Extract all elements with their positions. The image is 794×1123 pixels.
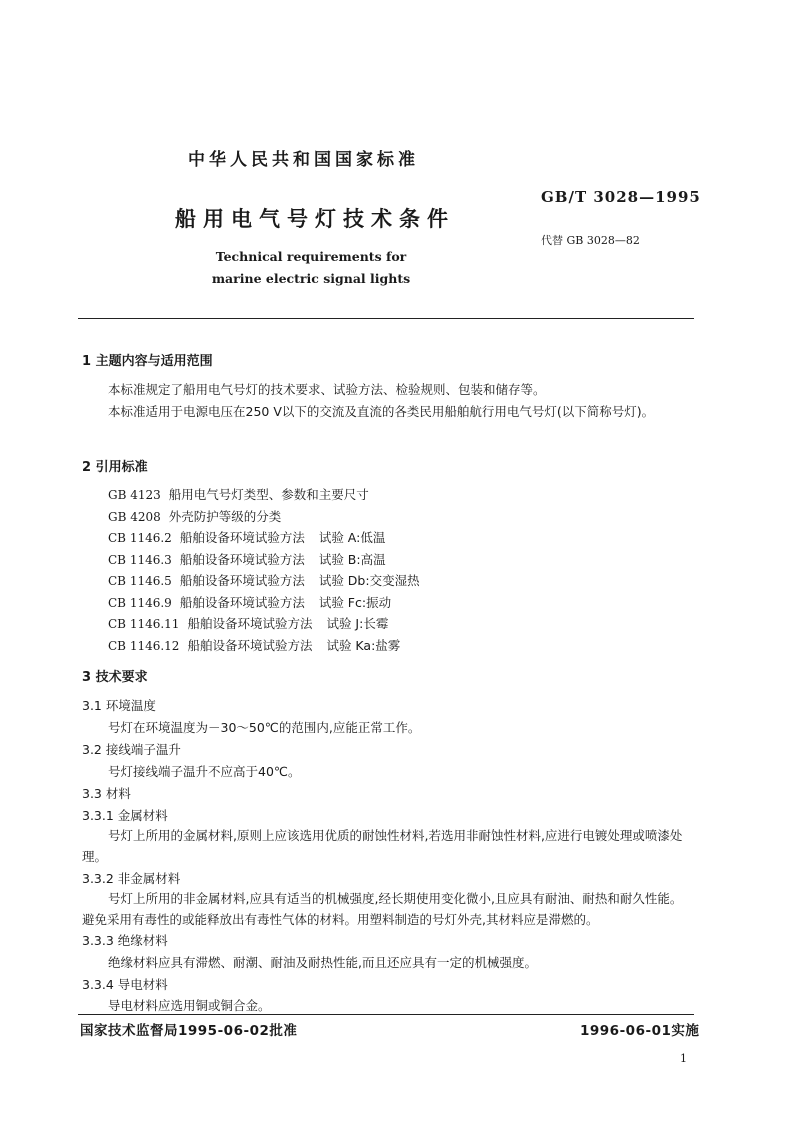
clause-3-3-1-text: 号灯上所用的金属材料,原则上应该选用优质的耐蚀性材料,若选用非耐蚀性材料,应进行电镀处理或喷漆处理。 [82,828,683,864]
clause-3-3-4-text: 导电材料应选用铜或铜合金。 [108,998,271,1013]
section-2-heading: 2 引用标准 [82,460,148,475]
issuing-body-title: 中华人民共和国国家标准 [188,150,419,170]
reference-item [108,570,420,592]
reference-test: 试验 B:高温 [318,551,386,567]
english-title: Technical requirements for marine electric signal lights [211,249,411,286]
reference-title: 船用电气号灯类型、参数和主要尺寸 [168,487,369,502]
reference-item [108,506,420,528]
reference-test: 试验 J:长霉 [326,616,389,631]
section-1-paragraph-1: 本标准规定了船用电气号灯的技术要求、试验方法、检验规则、包装和储存等。 [108,382,546,397]
reference-title: 船舶设备环境试验方法 [179,551,305,567]
reference-item [108,549,420,571]
reference-item [108,613,420,635]
clause-3-3-2-heading: 3.3.2 非金属材料 [82,871,181,886]
approval-date: 国家技术监督局1995-06-02批准 [80,1023,298,1039]
reference-item [108,592,420,614]
reference-title: 船舶设备环境试验方法 [187,616,313,631]
reference-code: CB 1146.2 [108,531,172,545]
clause-3-3-4-heading: 3.3.4 导电材料 [82,977,168,992]
reference-test: 试验 A:低温 [318,530,386,545]
replaces-note: 代替 GB 3028—82 [541,234,640,247]
clause-3-3-1-heading: 3.3.1 金属材料 [82,808,168,823]
reference-code: CB 1146.3 [108,552,172,567]
reference-code: GB 4208 [108,509,161,524]
page-number: 1 [680,1052,687,1065]
reference-item [108,484,420,506]
standard-number: GB/T 3028—1995 [541,188,701,206]
reference-item [108,527,420,549]
reference-test: 试验 Db:交变湿热 [318,573,420,588]
reference-item [108,635,420,657]
clause-3-1-heading: 3.1 环境温度 [82,698,156,713]
reference-title: 船舶设备环境试验方法 [179,530,305,545]
effective-date: 1996-06-01实施 [580,1023,700,1039]
footer-divider [78,1014,694,1015]
reference-title: 外壳防护等级的分类 [168,508,282,524]
reference-code: GB 4123 [108,488,161,502]
reference-title: 船舶设备环境试验方法 [179,573,305,588]
clause-3-3-3-heading: 3.3.3 绝缘材料 [82,933,168,948]
reference-title: 船舶设备环境试验方法 [179,594,305,610]
document-title: 船用电气号灯技术条件 [175,207,455,231]
section-3-heading: 3 技术要求 [82,670,148,685]
header-divider [78,318,694,319]
clause-3-2-text: 号灯接线端子温升不应高于40℃。 [108,764,301,779]
reference-code: CB 1146.12 [108,638,180,653]
reference-list [108,484,420,656]
clause-3-3-2-text: 号灯上所用的非金属材料,应具有适当的机械强度,经长期使用变化微小,且应具有耐油、耐热和耐久性能。避免采用有毒性的或能释放出有毒性气体的材料。用塑料制造的号灯外壳,其材料应是滞燃的。 [82,891,683,927]
reference-code: CB 1146.11 [108,617,180,631]
reference-code: CB 1146.5 [108,574,172,588]
section-1-heading: 1 主题内容与适用范围 [82,354,213,369]
clause-3-2-heading: 3.2 接线端子温升 [82,742,181,757]
reference-title: 船舶设备环境试验方法 [187,637,313,653]
clause-3-3-3-text: 绝缘材料应具有滞燃、耐潮、耐油及耐热性能,而且还应具有一定的机械强度。 [108,955,537,970]
section-1-paragraph-2: 本标准适用于电源电压在250 V以下的交流及直流的各类民用船舶航行用电气号灯(以下简称号灯)。 [108,404,655,419]
clause-3-1-text: 号灯在环境温度为－30～50℃的范围内,应能正常工作。 [108,720,421,735]
clause-3-3-heading: 3.3 材料 [82,786,131,801]
reference-test: 试验 Ka:盐雾 [326,637,401,653]
reference-code: CB 1146.9 [108,595,172,610]
reference-test: 试验 Fc:振动 [318,594,392,610]
